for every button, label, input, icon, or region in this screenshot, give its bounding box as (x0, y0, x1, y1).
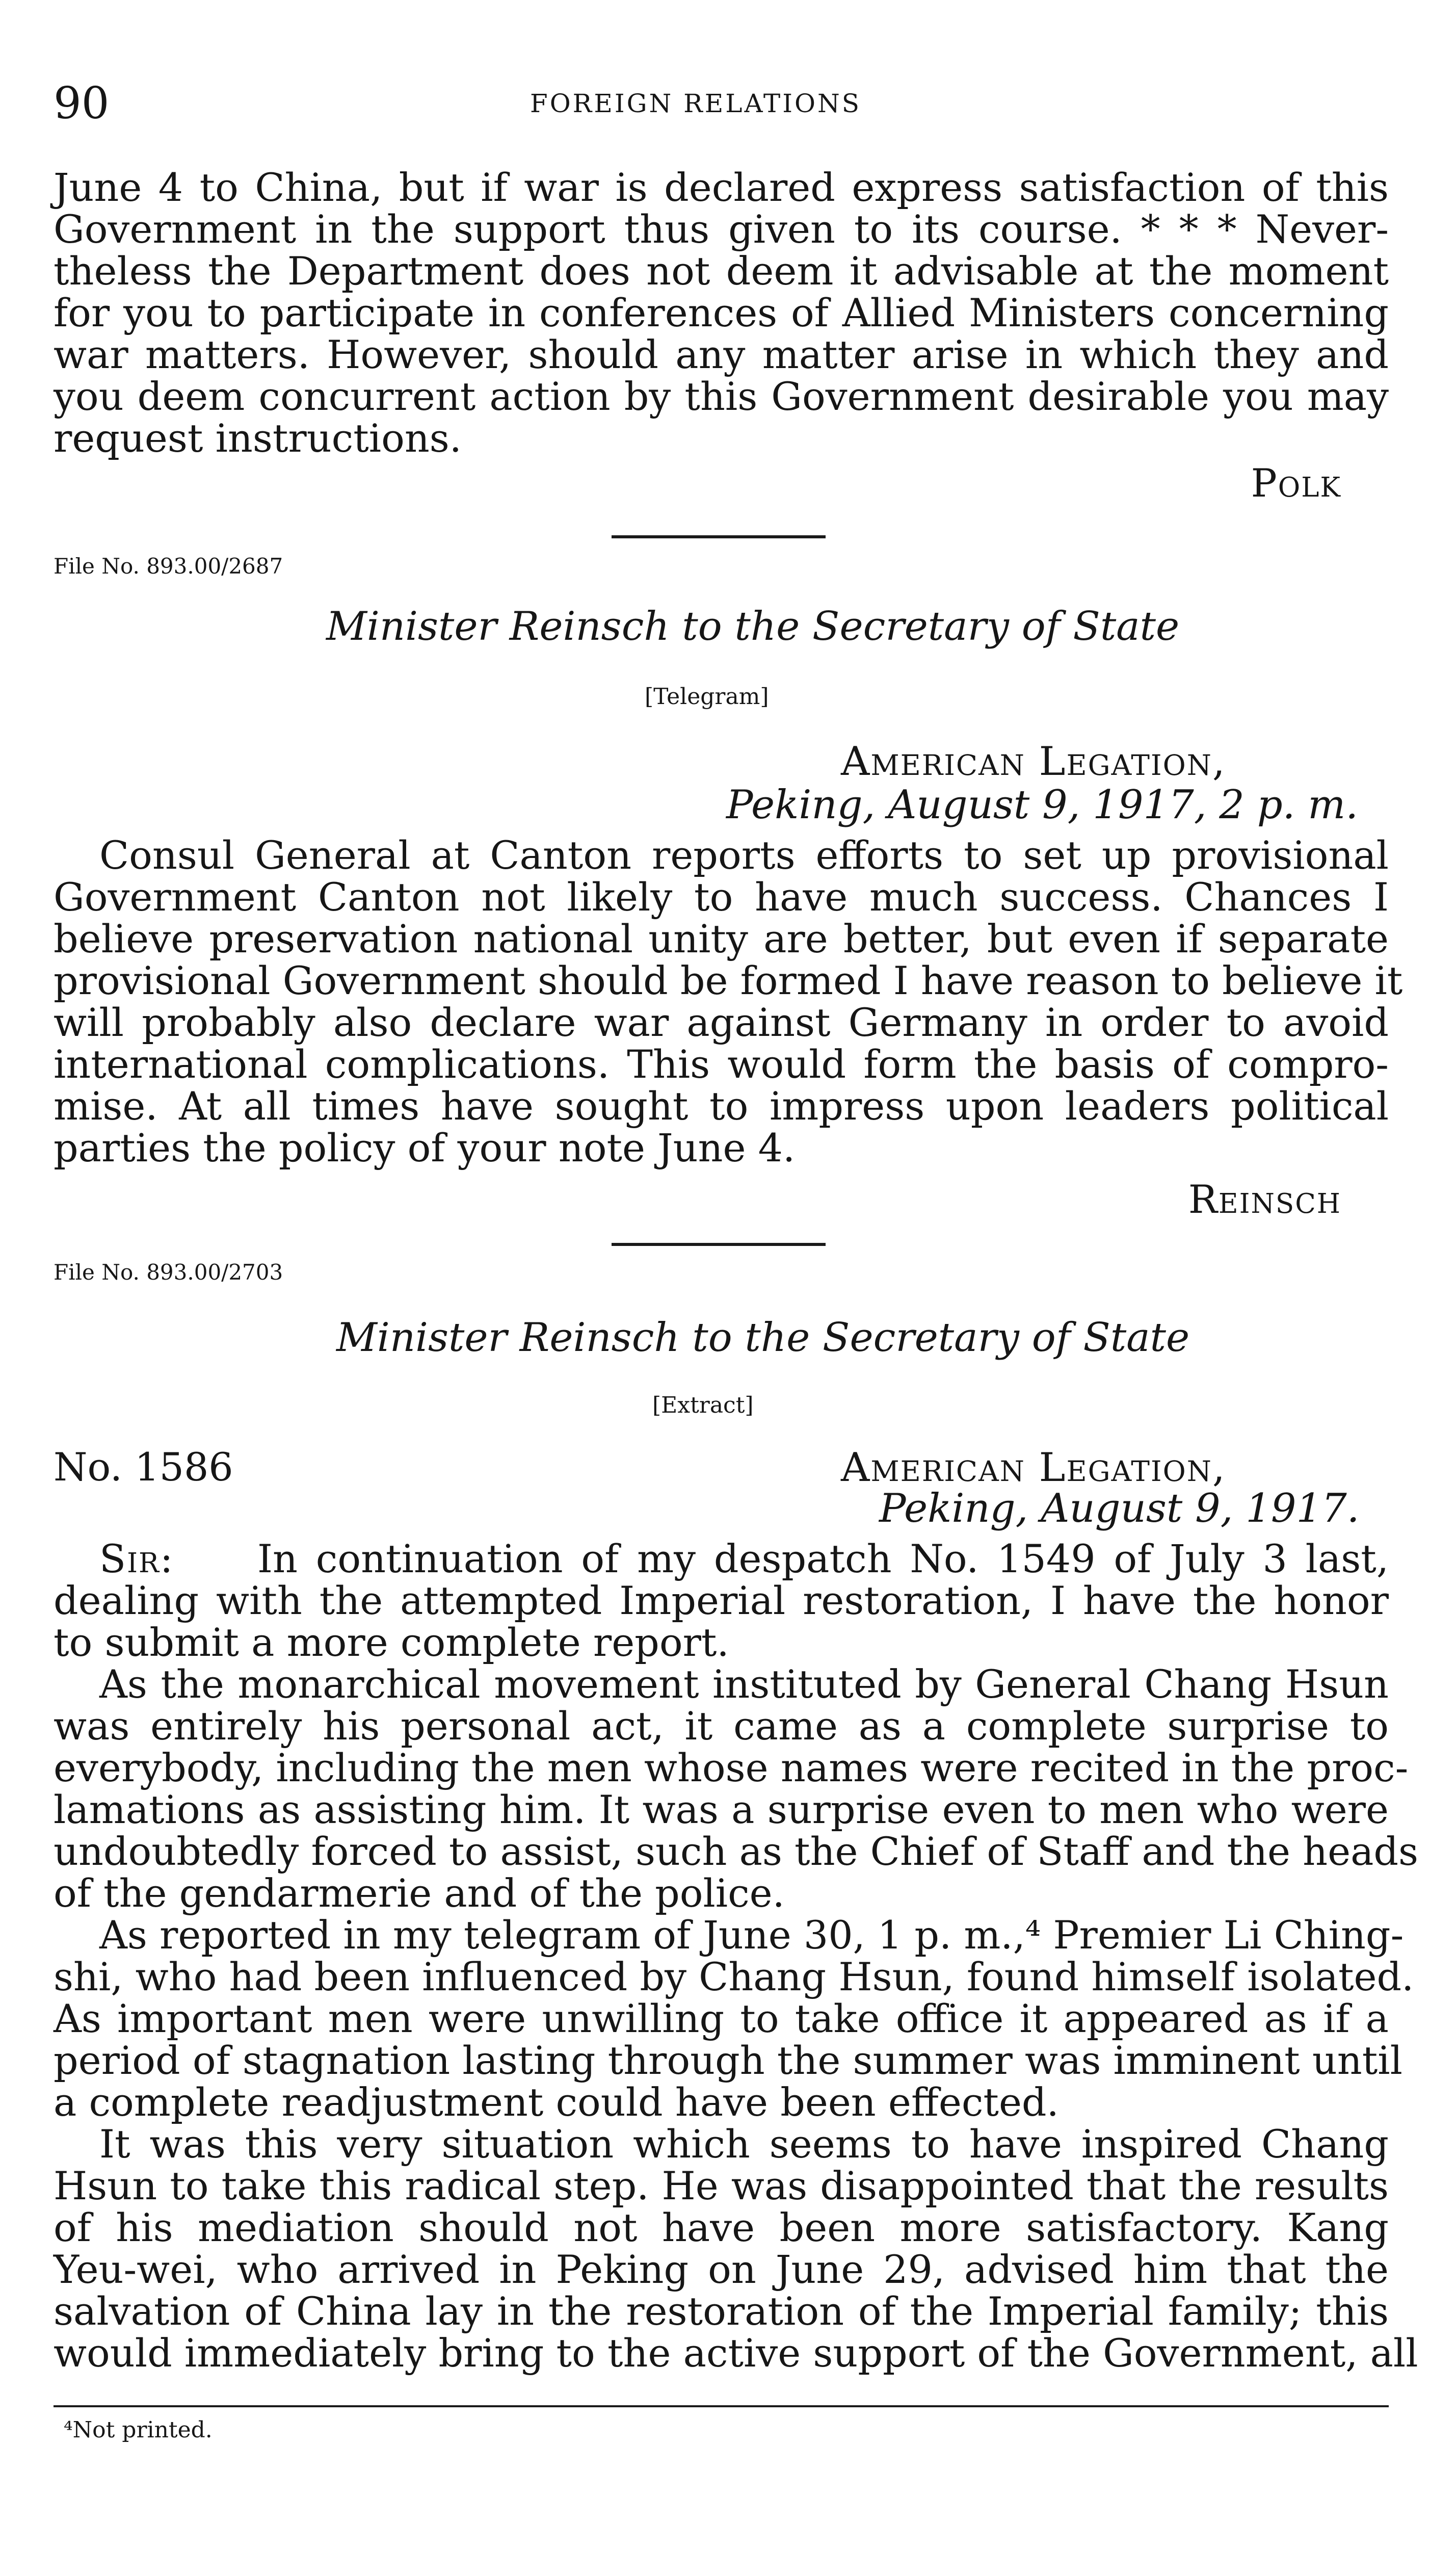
text-line: of the gendarmerie and of the police. (54, 1870, 785, 1916)
text-line: war matters. However, should any matter arise in which they and (54, 332, 1389, 377)
section-divider (612, 1243, 826, 1246)
footnote-rule (54, 2405, 1389, 2407)
text-line: As reported in my telegram of June 30, 1 p. m.,⁴ Premier Li Ching- (99, 1912, 1404, 1958)
text-line: lamations as assisting him. It was a surprise even to men who were (54, 1787, 1389, 1832)
text-line: undoubtedly forced to assist, such as the Chief of Staff and the heads (54, 1829, 1419, 1874)
salutation: Sir: (99, 1536, 174, 1581)
file-number: File No. 893.00/2687 (54, 554, 283, 579)
text-line: theless the Department does not deem it advisable at the moment (54, 248, 1389, 294)
text-line: shi, who had been influenced by Chang Hsun, found himself isolated. (54, 1954, 1414, 1999)
text-line: Hsun to take this radical step. He was disappointed that the results (54, 2163, 1389, 2208)
text-line: mise. At all times have sought to impress upon leaders political (54, 1083, 1389, 1129)
legation-place: American Legation, (841, 739, 1226, 785)
section-divider (612, 535, 826, 538)
file-number: File No. 893.00/2703 (54, 1260, 283, 1285)
page-number: 90 (54, 78, 110, 129)
text-line: to submit a more complete report. (54, 1620, 729, 1665)
text-line: provisional Government should be formed I have reason to believe it (54, 958, 1403, 1003)
text-line: would immediately bring to the active support of the Government, all (54, 2330, 1418, 2376)
signature-polk: Polk (1251, 460, 1341, 506)
text-line: June 4 to China, but if war is declared express satisfaction of this (54, 165, 1389, 210)
footnote: ⁴Not printed. (64, 2417, 213, 2443)
text-line: Government Canton not likely to have much success. Chances I (54, 874, 1389, 920)
legation-place: American Legation, (841, 1445, 1226, 1491)
text-line: you deem concurrent action by this Government desirable you may (54, 374, 1389, 419)
dateline: Peking, August 9, 1917, 2 p. m. (726, 782, 1359, 828)
text-line: for you to participate in conferences of Allied Ministers concerning (54, 290, 1389, 335)
running-title: FOREIGN RELATIONS (530, 89, 861, 118)
text-line: salvation of China lay in the restoration of the Imperial family; this (54, 2288, 1389, 2334)
text-line: It was this very situation which seems to have inspired Chang (99, 2121, 1389, 2167)
text-line: will probably also declare war against Germany in order to avoid (54, 1000, 1389, 1045)
text-line: Consul General at Canton reports efforts to set up provisional (99, 833, 1389, 878)
text-line: As the monarchical movement instituted by General Chang Hsun (99, 1661, 1389, 1707)
text-line: parties the policy of your note June 4. (54, 1125, 796, 1171)
dateline: Peking, August 9, 1917. (879, 1486, 1360, 1531)
text-line: request instructions. (54, 415, 462, 461)
text-line: international complications. This would form the basis of compro- (54, 1042, 1389, 1087)
text-line: everybody, including the men whose names were recited in the proc- (54, 1745, 1409, 1790)
signature-reinsch: Reinsch (1188, 1177, 1341, 1222)
text-line: Government in the support thus given to its course. * * * Never- (54, 206, 1389, 252)
despatch-number: No. 1586 (54, 1444, 233, 1490)
text-line: As important men were unwilling to take office it appeared as if a (54, 1996, 1389, 2041)
text-line: a complete readjustment could have been effected. (54, 2079, 1059, 2125)
text-line: In continuation of my despatch No. 1549 of July 3 last, (257, 1536, 1389, 1581)
text-line: of his mediation should not have been more satisfactory. Kang (54, 2205, 1389, 2250)
document-type: [Extract] (652, 1392, 754, 1418)
text-line: period of stagnation lasting through the summer was imminent until (54, 2038, 1402, 2083)
text-line: Yeu-wei, who arrived in Peking on June 29, advised him that the (54, 2247, 1389, 2292)
document-type: [Telegram] (645, 684, 769, 710)
text-line: dealing with the attempted Imperial restoration, I have the honor (54, 1578, 1389, 1623)
text-line: believe preservation national unity are better, but even if separate (54, 916, 1389, 961)
text-line: was entirely his personal act, it came as a complete surprise to (54, 1703, 1389, 1749)
document-heading: Minister Reinsch to the Secretary of State (336, 1315, 1190, 1361)
document-heading: Minister Reinsch to the Secretary of State (326, 604, 1180, 649)
